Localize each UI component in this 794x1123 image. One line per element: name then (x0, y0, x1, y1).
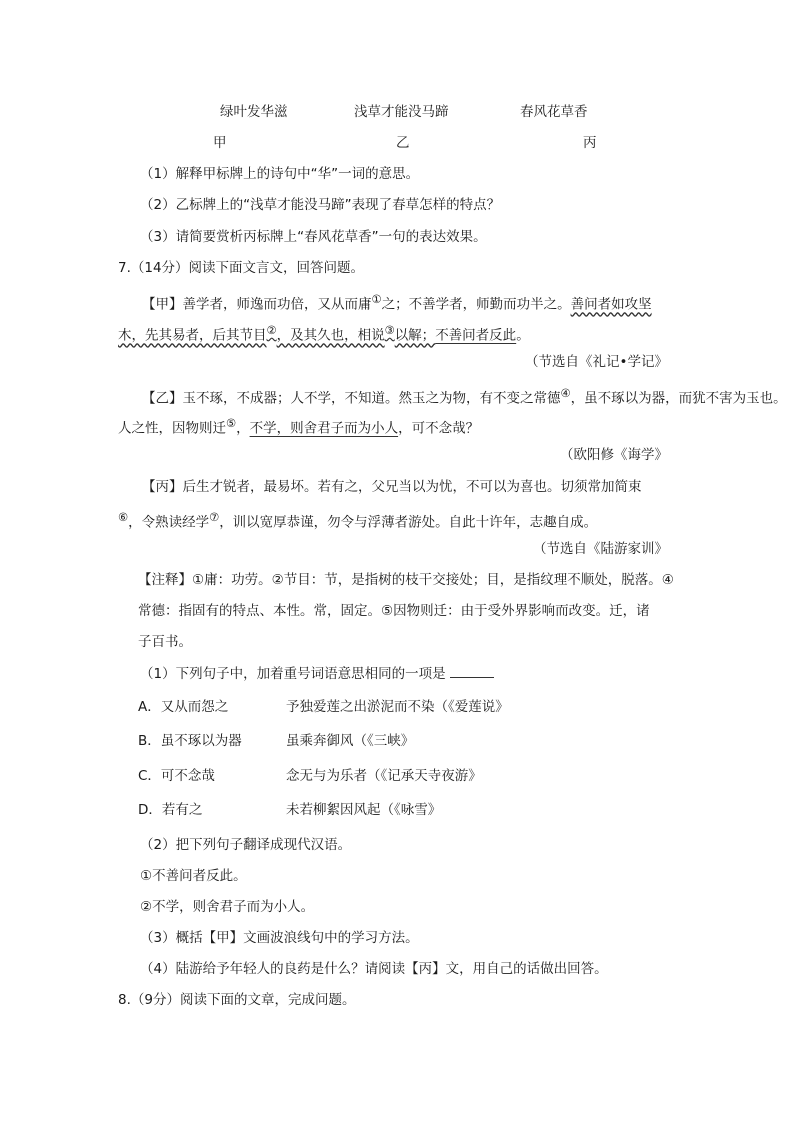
bing-text-b: ，训以宽厚恭谨，勿令与浮薄者游处。自此十许年，志趣自成。 (219, 514, 598, 531)
note-marker-4: ④ (560, 387, 571, 400)
option-d-left: D．若有之 (138, 802, 203, 818)
yi-text-a: 【乙】玉不琢，不成器；人不学，不知道。然玉之为物，有不变之常德 (142, 390, 561, 407)
sign-yi-verse: 浅草才能没马蹄 (354, 104, 449, 120)
q7-sub1 (140, 663, 494, 684)
sign-bing-label: 丙 (583, 135, 597, 151)
sign-yi-label: 乙 (396, 135, 410, 151)
sign-bing-verse: 春风花草香 (520, 104, 588, 120)
q7-sub2: （2）把下列句子翻译成现代汉语。 (140, 837, 352, 853)
note-marker-5: ⑤ (226, 417, 237, 430)
bing-text-a: ，令熟读经学 (128, 514, 210, 531)
note-marker-7: ⑦ (209, 511, 220, 524)
yi-text-e: ，可不念哉？ (398, 420, 480, 437)
option-b-right: 虽乘奔御风（《三峡》 (286, 733, 415, 749)
option-a-left: A．又从而怨之 (138, 699, 229, 715)
option-c-left: C．可不念哉 (138, 768, 215, 784)
q6-sub2: （2）乙标牌上的“浅草才能没马蹄”表现了春草怎样的特点？ (140, 197, 501, 213)
note-marker-6: ⑥ (118, 511, 129, 524)
bing-line-2 (118, 508, 597, 533)
jia-line-1 (142, 290, 652, 315)
notes-line-2: 常德：指固有的特点、本性。常，固定。⑤因物则迁：由于受外界影响而改变。迁，诸 (138, 603, 650, 619)
jia-text-b: 之；不善学者，师勤而功半之。 (381, 296, 571, 313)
sign-jia-label: 甲 (213, 135, 227, 151)
option-d-right: 未若柳絮因风起（《咏雪》 (286, 802, 442, 818)
yi-underlined-sentence: 不学，则舍君子而为小人 (249, 420, 399, 437)
jia-line2-end: 。 (516, 327, 530, 344)
jia-wavy-text-1: 善问者如攻坚 (570, 296, 652, 313)
yi-text-d: ， (236, 420, 250, 437)
translate-item-1: ①不善问者反此。 (140, 868, 247, 884)
jia-text-a: 【甲】善学者，师逸而功倍，又从而庸 (142, 296, 372, 313)
q7-sub4: （4）陆游给予年轻人的良药是什么？请阅读【丙】文，用自己的话做出回答。 (140, 961, 608, 977)
q8-header: 8.（9分）阅读下面的文章，完成问题。 (118, 992, 356, 1008)
q6-sub1: （1）解释甲标牌上的诗句中“华”一词的意思。 (140, 166, 420, 182)
jia-wavy-text-4: 以解； (394, 327, 436, 344)
q7-sub1-text: （1）下列句子中，加着重号词语意思相同的一项是 (140, 666, 446, 682)
yi-text-c: 人之性，因物则迁 (118, 420, 226, 437)
sign-jia-verse: 绿叶发华滋 (220, 104, 288, 120)
note-marker-1: ① (371, 293, 382, 306)
jia-line-2 (118, 321, 530, 346)
jia-wavy-text-2: 木，先其易者，后其节目 (118, 327, 267, 344)
translate-item-2: ②不学，则舍君子而为小人。 (140, 899, 315, 915)
notes-line-1: 【注释】①庸：功劳。②节目：节，是指树的枝干交接处；目，是指纹理不顺处，脱落。④ (138, 572, 674, 588)
bing-source: （节选自《陆游家训》 (533, 541, 668, 557)
yi-line-2 (118, 414, 479, 439)
q7-header: 7.（14分）阅读下面文言文，回答问题。 (118, 260, 365, 276)
note-marker-2: ② (266, 324, 277, 337)
yi-source: （欧阳修《诲学》 (560, 447, 668, 463)
answer-blank[interactable] (450, 663, 494, 678)
bing-line-1: 【丙】后生才锐者，最易坏。若有之，父兄当以为忧，不可以为喜也。切须常加简束 (142, 479, 642, 495)
jia-wavy-text-3: ，及其久也，相说 (276, 327, 385, 344)
q6-sub3: （3）请简要赏析丙标牌上“春风花草香”一句的表达效果。 (140, 229, 487, 245)
yi-line-1 (142, 384, 787, 409)
notes-line-3: 子百书。 (138, 634, 192, 650)
jia-underlined-sentence: 不善问者反此 (435, 327, 517, 344)
note-marker-3: ③ (384, 324, 395, 337)
option-b-left: B．虽不琢以为器 (138, 733, 242, 749)
option-c-right: 念无与为乐者（《记承天寺夜游》 (286, 768, 482, 784)
yi-text-b: ，虽不琢以为器，而犹不害为玉也。 (570, 390, 787, 407)
option-a-right: 予独爱莲之出淤泥而不染（《爱莲说》 (286, 699, 509, 715)
q7-sub3: （3）概括【甲】文画波浪线句中的学习方法。 (140, 930, 419, 946)
jia-source: （节选自《礼记•学记》 (525, 354, 668, 370)
